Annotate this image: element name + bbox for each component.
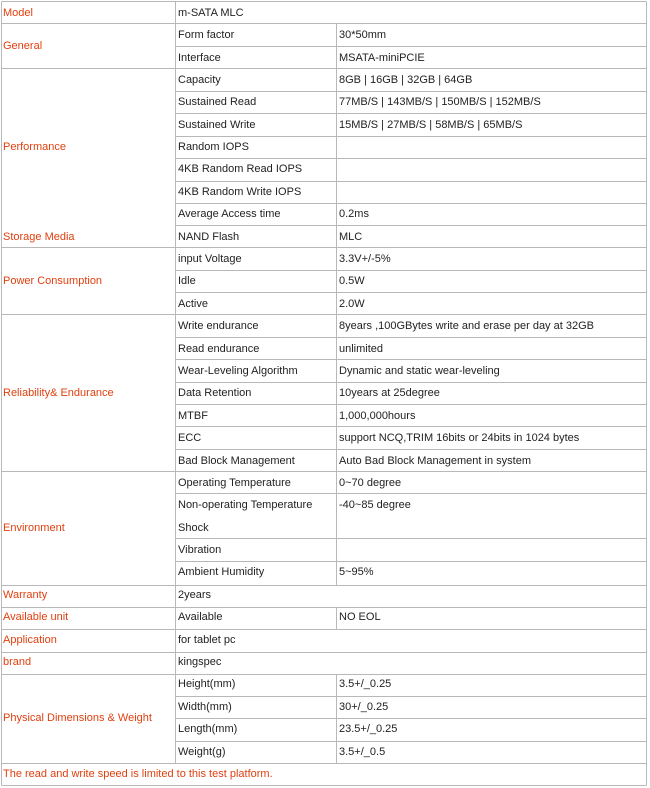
spec-value-non-operating-temp: -40~85 degree [339,499,411,511]
spec-name-random-write-iops: 4KB Random Write IOPS [178,186,302,198]
spec-name-non-operating-temp: Non-operating Temperature [178,499,313,511]
category-performance: Performance [3,141,66,153]
category-brand: brand [3,656,32,668]
spec-name-shock: Shock [178,522,209,534]
spec-name-ecc: ECC [178,432,202,444]
spec-value-form-factor: 30*50mm [339,29,387,41]
spec-name-idle: Idle [178,275,196,287]
spec-value-nand-flash: MLC [339,231,363,243]
spec-value-mtbf: 1,000,000hours [339,410,416,422]
spec-value-bad-block: Auto Bad Block Management in system [339,455,531,467]
spec-value-access-time: 0.2ms [339,208,369,220]
spec-name-capacity: Capacity [178,74,221,86]
spec-name-random-iops: Random IOPS [178,141,249,153]
spec-name-length: Length(mm) [178,723,238,735]
category-physical: Physical Dimensions & Weight [3,712,152,724]
spec-value-sustained-read: 77MB/S | 143MB/S | 150MB/S | 152MB/S [339,96,541,108]
spec-name-sustained-write: Sustained Write [178,119,256,131]
spec-value-height: 3.5+/_0.25 [339,678,392,690]
spec-name-available: Available [178,611,223,623]
spec-value-active: 2.0W [339,298,365,310]
spec-value-operating-temp: 0~70 degree [339,477,402,489]
spec-value-idle: 0.5W [339,275,365,287]
spec-name-nand-flash: NAND Flash [178,231,240,243]
spec-table [1,1,647,786]
category-general: General [3,40,43,52]
category-model: Model [3,7,33,19]
spec-name-humidity: Ambient Humidity [178,566,265,578]
spec-value-width: 30+/_0.25 [339,701,389,713]
spec-name-width: Width(mm) [178,701,232,713]
spec-name-active: Active [178,298,208,310]
category-environment: Environment [3,522,65,534]
spec-name-input-voltage: input Voltage [178,253,242,265]
spec-name-wear-leveling: Wear-Leveling Algorithm [178,365,298,377]
spec-name-random-read-iops: 4KB Random Read IOPS [178,163,303,175]
spec-name-vibration: Vibration [178,544,222,556]
spec-name-operating-temp: Operating Temperature [178,477,291,489]
application-value: for tablet pc [178,634,236,646]
spec-value-length: 23.5+/_0.25 [339,723,398,735]
footnote: The read and write speed is limited to this test platform. [3,768,273,780]
spec-name-bad-block: Bad Block Management [178,455,295,467]
brand-value: kingspec [178,656,222,668]
spec-value-available: NO EOL [339,611,381,623]
spec-name-weight: Weight(g) [178,746,226,758]
category-power-consumption: Power Consumption [3,275,103,287]
spec-name-access-time: Average Access time [178,208,281,220]
spec-value-data-retention: 10years at 25degree [339,387,440,399]
spec-name-height: Height(mm) [178,678,236,690]
spec-name-interface: Interface [178,52,221,64]
spec-name-data-retention: Data Retention [178,387,252,399]
spec-value-ecc: support NCQ,TRIM 16bits or 24bits in 1024 bytes [339,432,580,444]
spec-name-mtbf: MTBF [178,410,208,422]
spec-value-input-voltage: 3.3V+/-5% [339,253,391,265]
category-warranty: Warranty [3,589,48,601]
spec-value-write-endurance: 8years ,100GBytes write and erase per day at 32GB [339,320,594,332]
spec-value-read-endurance: unlimited [339,343,384,355]
model-value: m-SATA MLC [178,7,244,19]
spec-name-form-factor: Form factor [178,29,235,41]
spec-value-capacity: 8GB | 16GB | 32GB | 64GB [339,74,473,86]
spec-value-sustained-write: 15MB/S | 27MB/S | 58MB/S | 65MB/S [339,119,523,131]
spec-value-interface: MSATA-miniPCIE [339,52,425,64]
category-storage-media: Storage Media [3,231,75,243]
spec-name-read-endurance: Read endurance [178,343,260,355]
spec-name-sustained-read: Sustained Read [178,96,257,108]
spec-name-write-endurance: Write endurance [178,320,259,332]
category-reliability: Reliability& Endurance [3,387,114,399]
spec-value-wear-leveling: Dynamic and static wear-leveling [339,365,500,377]
warranty-value: 2years [178,589,212,601]
spec-value-weight: 3.5+/_0.5 [339,746,386,758]
category-application: Application [3,634,57,646]
category-available-unit: Available unit [3,611,69,623]
spec-value-humidity: 5~95% [339,566,374,578]
